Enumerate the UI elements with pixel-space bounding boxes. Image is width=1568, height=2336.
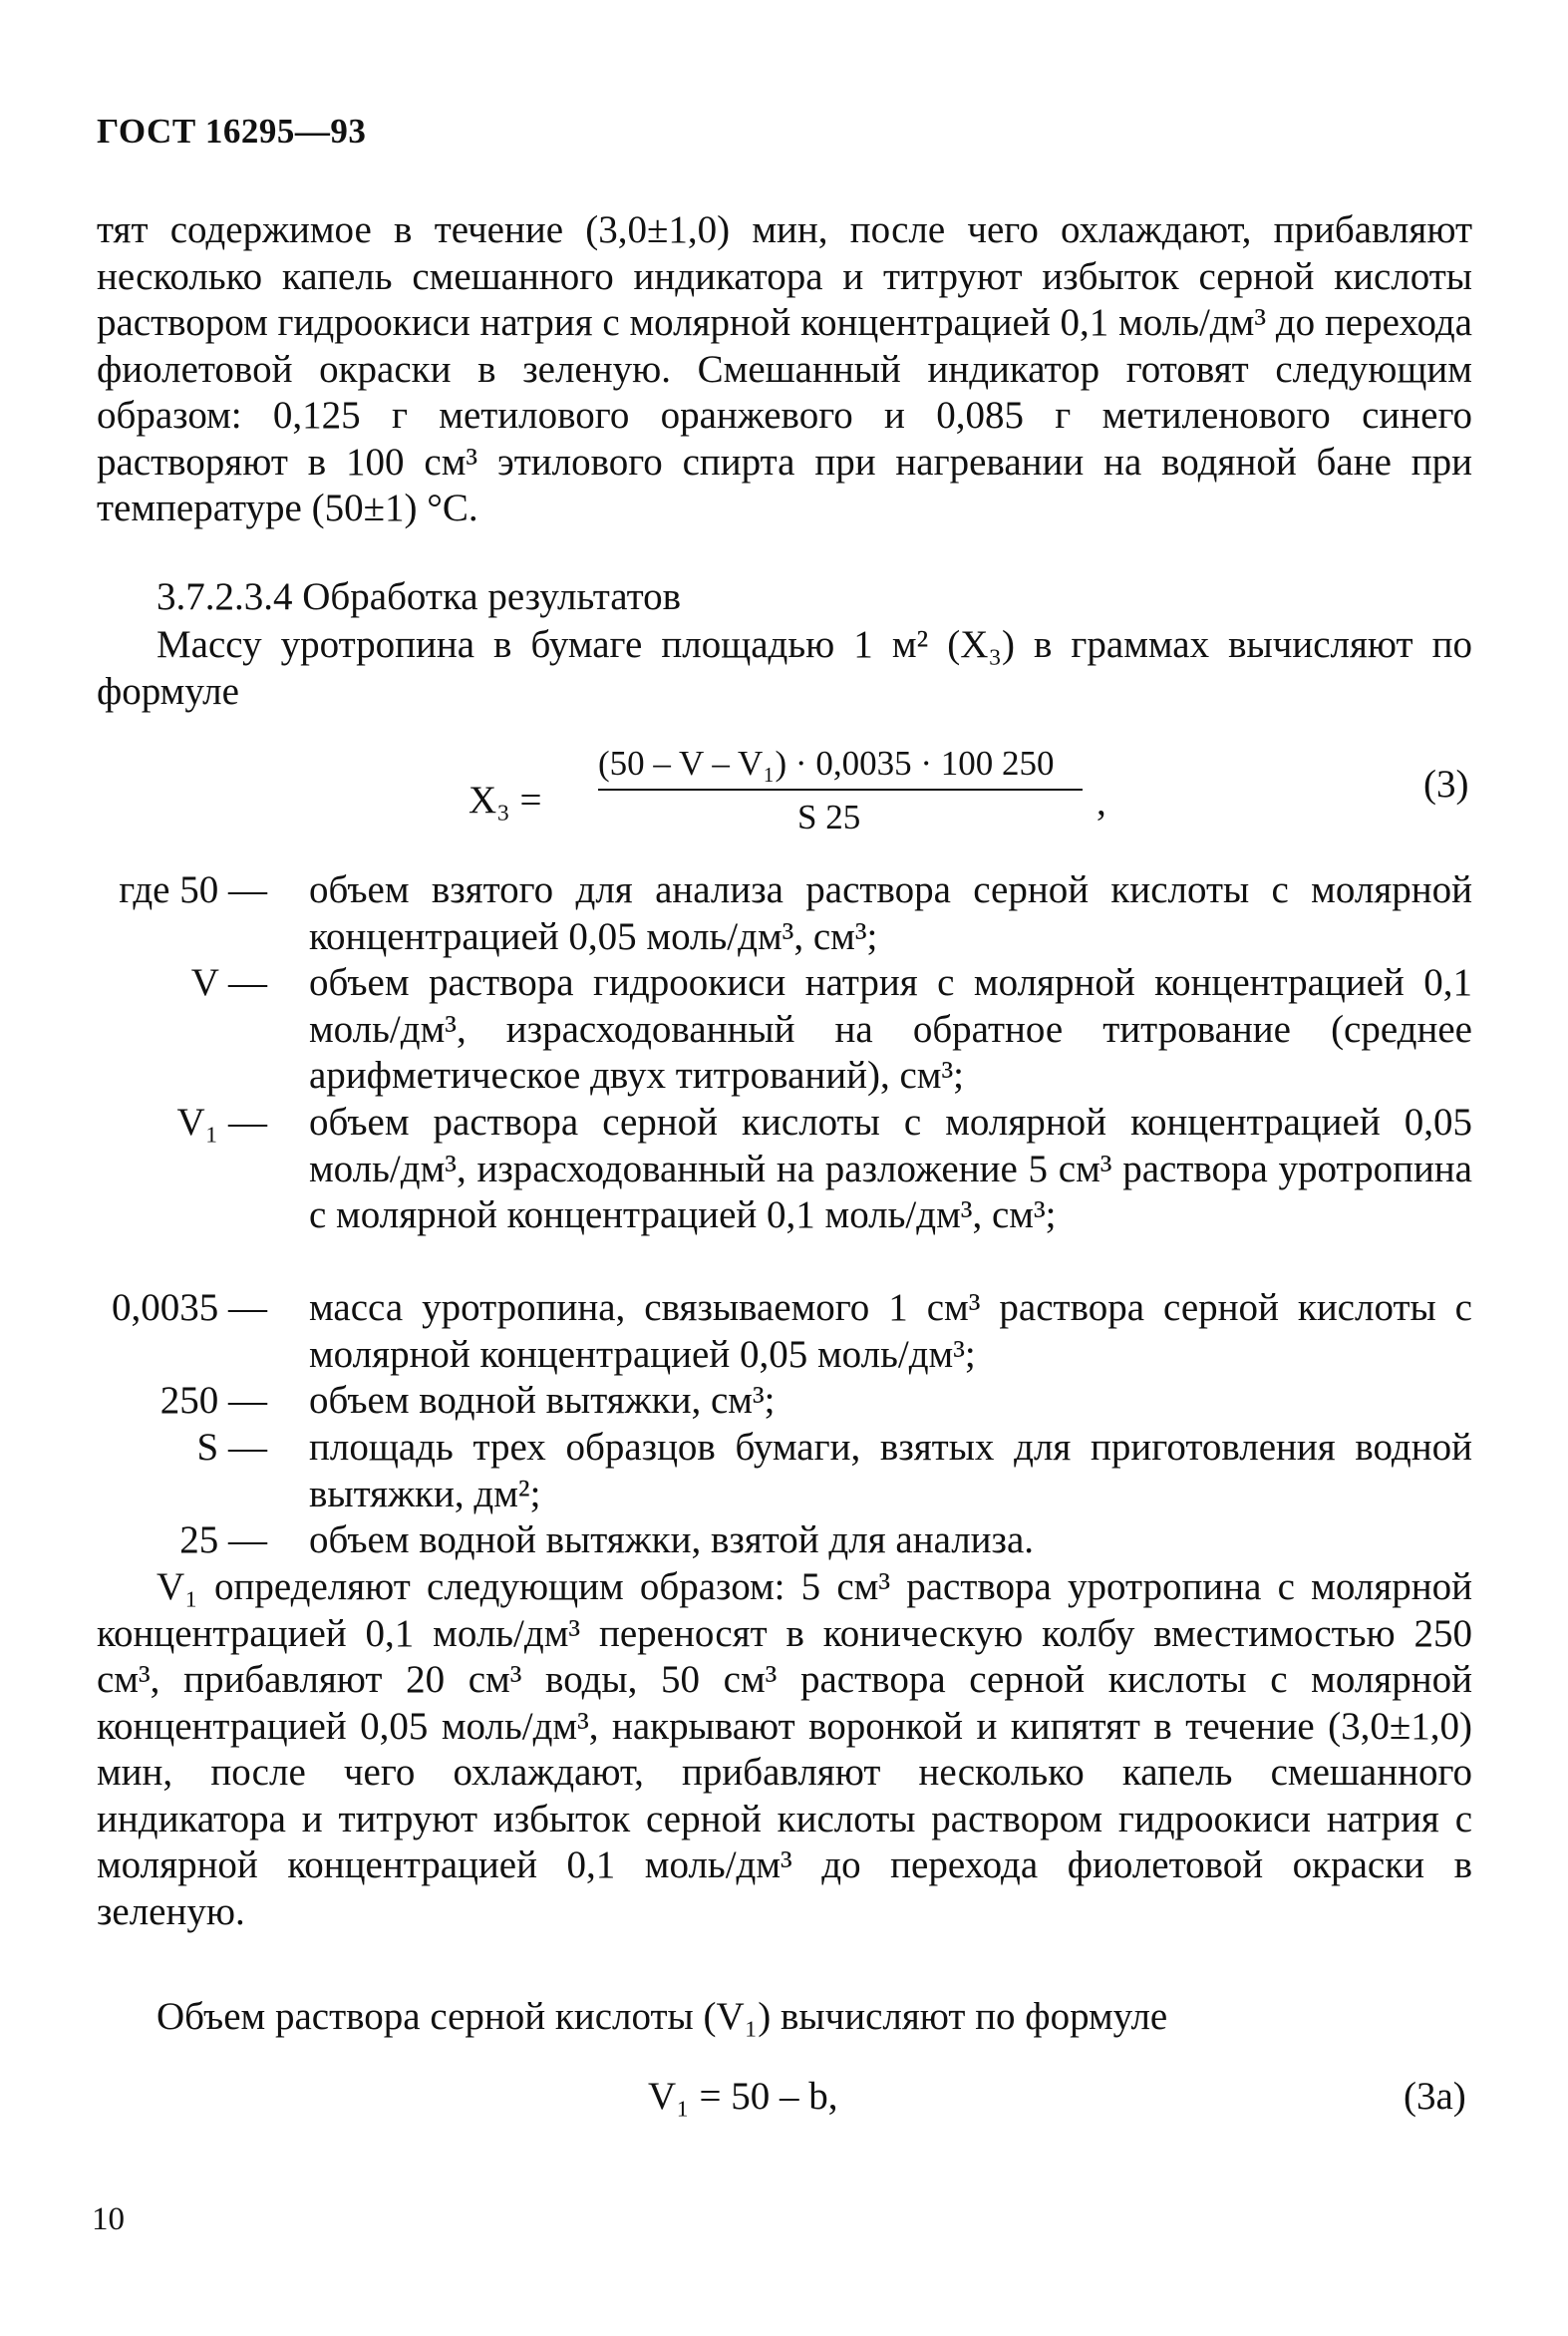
definition-symbol: 0,0035 — <box>112 1286 267 1329</box>
definition-text: объем водной вытяжки, взятой для анализа. <box>309 1518 1035 1561</box>
formula-3a-number: (3а) <box>1404 2075 1466 2118</box>
page-number: 10 <box>92 2201 125 2237</box>
formula-3-comma: , <box>1097 781 1106 824</box>
definition-symbol: 25 — <box>179 1518 267 1561</box>
formula-3-lhs: X₃ = <box>469 779 542 822</box>
definition-symbol: 250 — <box>159 1379 267 1422</box>
definition-symbol: V — <box>190 961 267 1004</box>
formula-3-denominator: S 25 <box>797 798 861 836</box>
definition-text: объем взятого для анализа раствора серной кислоты с молярной концентрацией 0,05 моль/дм³, см³; <box>309 868 1472 958</box>
formula-3a-expression: V₁ = 50 – b, <box>648 2075 838 2118</box>
paragraph-v1-formula-intro: Объем раствора серной кислоты (V₁) вычисляют по формуле <box>157 1995 1168 2038</box>
formula-3-fraction-line <box>598 789 1083 791</box>
paragraph-mass-intro: Массу уротропина в бумаге площадью 1 м² (X₃) в граммах вычисляют по формуле <box>97 623 1472 713</box>
formula-3-numerator: (50 – V – V₁) · 0,0035 · 100 250 <box>598 744 1055 783</box>
definition-text: объем водной вытяжки, см³; <box>309 1379 776 1422</box>
paragraph-v1-procedure: V₁ определяют следующим образом: 5 см³ раствора уротропина с молярной концентрацией 0,1 моль/дм³ переносят в коническую колбу вместимостью 250 см³, прибавляют 20 см³ воды, 50 см³ раствора серной кислоты с молярной концентрацией 0,05 моль/дм³, накрывают воронкой и кипятят в течение (3,0±1,0) мин, после чего охлаждают, прибавляют несколько капель смешанного индикатора и титруют избыток серной кислоты раствором гидроокиси натрия с молярной концентрацией 0,1 моль/дм³ до перехода фиолетовой окраски в зеленую. <box>97 1565 1472 1933</box>
definition-text: площадь трех образцов бумаги, взятых для приготовления водной вытяжки, дм²; <box>309 1426 1472 1515</box>
section-heading: 3.7.2.3.4 Обработка результатов <box>157 575 682 618</box>
document-header: ГОСТ 16295—93 <box>97 112 367 151</box>
definition-text: объем раствора гидроокиси натрия с молярной концентрацией 0,1 моль/дм³, израсходованный на обратное титрование (среднее арифметическое двух титрований), см³; <box>309 961 1472 1097</box>
definition-symbol: S — <box>196 1426 267 1469</box>
definition-symbol: где 50 — <box>119 868 267 911</box>
definition-text: объем раствора серной кислоты с молярной концентрацией 0,05 моль/дм³, израсходованный на разложение 5 см³ раствора уротропина с молярной концентрацией 0,1 моль/дм³, см³; <box>309 1101 1472 1236</box>
definition-symbol: V₁ — <box>176 1101 267 1144</box>
paragraph-titration: тят содержимое в течение (3,0±1,0) мин, после чего охлаждают, прибавляют несколько капель смешанного индикатора и титруют избыток серной кислоты раствором гидроокиси натрия с молярной концентрацией 0,1 моль/дм³ до перехода фиолетовой окраски в зеленую. Смешанный индикатор готовят следующим образом: 0,125 г метилового оранжевого и 0,085 г метиленового синего растворяют в 100 см³ этилового спирта при нагревании на водяной бане при температуре (50±1) °С. <box>97 208 1472 529</box>
formula-3-number: (3) <box>1423 763 1469 806</box>
definition-text: масса уротропина, связываемого 1 см³ раствора серной кислоты с молярной концентрацией 0,05 моль/дм³; <box>309 1286 1472 1376</box>
